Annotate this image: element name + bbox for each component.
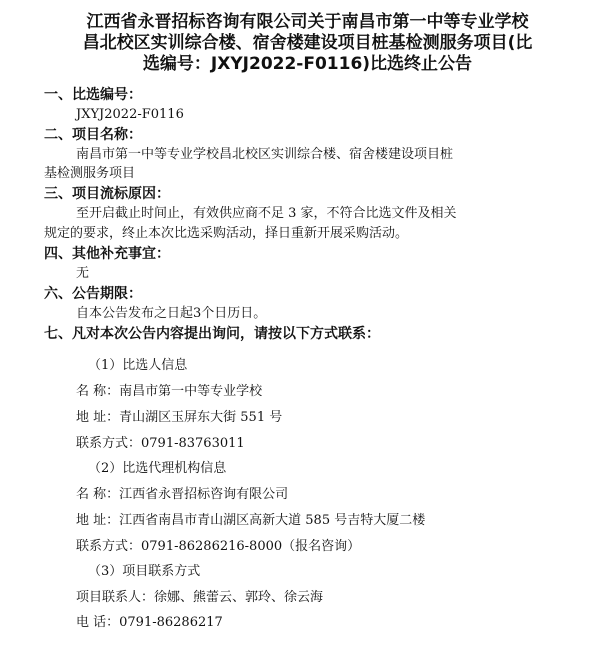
- agent-name-row: [76, 485, 288, 505]
- section-6-heading: 六、公告期限：: [44, 286, 142, 302]
- title-line-2: 昌北校区实训综合楼、宿舍楼建设项目桩基检测服务项目(比: [82, 33, 533, 53]
- project-phone-label: 电 话：: [76, 615, 120, 630]
- buyer-phone-row: [76, 434, 245, 454]
- section-1-heading: 一、比选编号：: [44, 87, 142, 103]
- title-line-1: 江西省永晋招标咨询有限公司关于南昌市第一中等专业学校: [86, 12, 529, 32]
- agent-address-value: 江西省南昌市青山湖区高新大道 585 号吉特大厦二楼: [119, 513, 426, 528]
- buyer-name-value: 南昌市第一中等专业学校: [119, 384, 263, 399]
- buyer-phone-label: 联系方式：: [76, 436, 142, 451]
- project-phone-row: [76, 613, 223, 633]
- section-2-body-line-2: 基检测服务项目: [44, 166, 136, 181]
- agent-address-label: 地 址：: [76, 513, 120, 528]
- project-person-label: 项目联系人：: [76, 590, 155, 605]
- buyer-address-label: 地 址：: [76, 410, 120, 425]
- announcement-title: [0, 12, 615, 75]
- project-phone-value: 0791-86286217: [119, 615, 223, 630]
- section-4-heading: 四、其他补充事宜：: [44, 246, 170, 262]
- agent-phone-row: [76, 537, 360, 557]
- agent-phone-label: 联系方式：: [76, 539, 142, 554]
- agent-address-row: [76, 511, 425, 531]
- buyer-address-value: 青山湖区玉屏东大街 551 号: [119, 410, 283, 425]
- agent-name-label: 名 称：: [76, 487, 120, 502]
- buyer-address-row: [76, 408, 282, 428]
- section-6-body: 自本公告发布之日起3个日历日。: [76, 306, 267, 321]
- agent-phone-value: 0791-86286216-8000（报名咨询）: [141, 539, 361, 554]
- section-3-body-line-2: 规定的要求，终止本次比选采购活动，择日重新开展采购活动。: [44, 226, 409, 241]
- buyer-name-label: 名 称：: [76, 384, 120, 399]
- section-1-body: JXYJ2022-F0116: [76, 107, 184, 122]
- project-person-value: 徐娜、熊蕾云、郭玲、徐云海: [154, 590, 324, 605]
- project-contact-heading: （3）项目联系方式: [88, 564, 201, 579]
- agent-name-value: 江西省永晋招标咨询有限公司: [119, 487, 289, 502]
- buyer-phone-value: 0791-83763011: [141, 436, 245, 451]
- section-2-body-line-1: 南昌市第一中等专业学校昌北校区实训综合楼、宿舍楼建设项目桩: [76, 147, 454, 162]
- section-3-body-line-1: 至开启截止时间止，有效供应商不足 3 家，不符合比选文件及相关: [76, 206, 457, 221]
- section-7-heading: 七、凡对本次公告内容提出询问，请按以下方式联系：: [44, 326, 380, 342]
- buyer-info-heading: （1）比选人信息: [88, 358, 188, 373]
- section-2-heading: 二、项目名称：: [44, 127, 142, 143]
- section-4-body: 无: [76, 266, 90, 281]
- project-person-row: [76, 588, 323, 608]
- agent-info-heading: （2）比选代理机构信息: [88, 461, 227, 476]
- title-line-3: 选编号：JXYJ2022-F0116)比选终止公告: [142, 54, 473, 74]
- section-3-heading: 三、项目流标原因：: [44, 186, 170, 202]
- buyer-name-row: [76, 382, 262, 402]
